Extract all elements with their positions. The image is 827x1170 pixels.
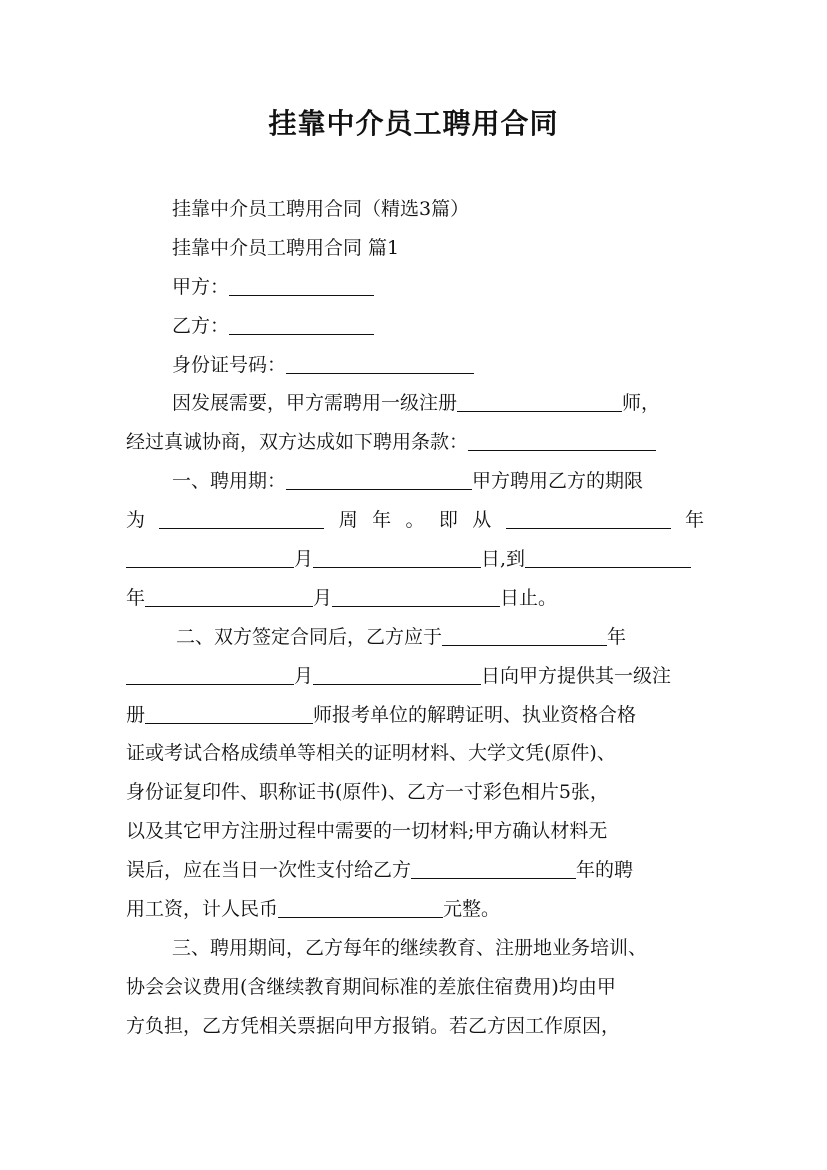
fill-in-blank: [442, 623, 607, 646]
line-text: 日止。: [500, 586, 558, 609]
line-text: 元整。: [443, 898, 501, 921]
fill-in-blank: [145, 584, 313, 607]
text-line: [126, 890, 704, 929]
line-text: 月: [313, 586, 333, 609]
fill-in-blank: [313, 662, 481, 685]
line-text: 周: [324, 509, 373, 532]
fill-in-blank: [278, 895, 443, 918]
fill-in-blank: [229, 312, 374, 335]
line-text: 身份证复印件、职称证书(原件)、乙方一寸彩色相片5张，: [126, 781, 609, 804]
line-text: 月: [294, 664, 314, 687]
line-text: 乙方：: [172, 314, 230, 337]
text-line: [126, 696, 704, 735]
fill-in-blank: [145, 701, 313, 724]
line-text: 日向甲方提供其一级注: [481, 664, 672, 687]
fill-in-blank: [126, 662, 294, 685]
line-text: 年: [126, 586, 146, 609]
line-text: 为: [126, 509, 160, 532]
fill-in-blank: [313, 545, 481, 568]
line-text: 。: [405, 509, 439, 532]
line-text: 二、双方签定合同后，乙方应于: [176, 625, 443, 648]
fill-in-blank: [525, 545, 691, 568]
line-text: 年: [372, 509, 406, 532]
text-line: [126, 812, 704, 851]
fill-in-blank: [506, 506, 671, 529]
line-text: 因发展需要，甲方需聘用一级注册: [172, 392, 458, 415]
text-line: [126, 229, 704, 268]
fill-in-blank: [159, 506, 324, 529]
text-line: [126, 851, 704, 890]
line-text: 挂靠中介员工聘用合同 篇1: [172, 236, 400, 259]
line-text: 即: [438, 509, 473, 532]
line-text: 经过真诚协商，双方达成如下聘用条款：: [126, 431, 469, 454]
fill-in-blank: [457, 389, 622, 412]
line-text: 身份证号码：: [172, 353, 287, 376]
text-line: [126, 307, 704, 346]
text-line: [126, 384, 704, 423]
line-text: 师，: [622, 392, 661, 415]
contract-body: [126, 190, 704, 1046]
fill-in-blank: [286, 351, 474, 374]
text-line: [126, 773, 704, 812]
line-text: 月: [294, 548, 314, 571]
fill-in-blank: [411, 856, 576, 879]
line-text: 证或考试合格成绩单等相关的证明材料、大学文凭(原件)、: [126, 742, 616, 765]
document-title: 挂靠中介员工聘用合同: [268, 107, 559, 140]
line-text: 误后，应在当日一次性支付给乙方: [126, 859, 412, 882]
line-text: 从: [472, 509, 506, 532]
line-text: 年: [670, 509, 704, 532]
line-text: 以及其它甲方注册过程中需要的一切材料;甲方确认材料无: [126, 820, 608, 843]
text-line: [126, 968, 704, 1007]
text-line: [126, 579, 704, 618]
line-text: 方负担，乙方凭相关票据向甲方报销。若乙方因工作原因，: [126, 1014, 621, 1037]
line-text: 甲方聘用乙方的期限: [472, 470, 644, 493]
line-text: 一、聘用期：: [172, 470, 287, 493]
text-line: [126, 268, 704, 307]
text-line: [126, 190, 704, 229]
line-text: 年: [607, 625, 627, 648]
text-line: [126, 462, 704, 501]
fill-in-blank: [126, 545, 294, 568]
text-line: [126, 734, 704, 773]
text-line: [126, 1007, 704, 1046]
text-line: [126, 657, 704, 696]
line-text: 三、聘用期间，乙方每年的继续教育、注册地业务培训、: [172, 936, 648, 959]
line-text: 甲方：: [172, 275, 230, 298]
line-text: 用工资，计人民币: [126, 898, 279, 921]
text-line: [126, 929, 704, 968]
line-text: 年的聘: [576, 859, 634, 882]
text-line: [126, 423, 704, 462]
fill-in-blank: [286, 467, 472, 490]
line-text: 挂靠中介员工聘用合同（精选3篇）: [172, 198, 470, 220]
text-line: [126, 618, 704, 657]
fill-in-blank: [229, 273, 374, 296]
text-line: [126, 501, 704, 540]
line-text: 协会会议费用(含继续教育期间标准的差旅住宿费用)均由甲: [126, 975, 616, 998]
text-line: [126, 540, 704, 579]
fill-in-blank: [332, 584, 500, 607]
line-text: 师报考单位的解聘证明、执业资格合格: [313, 703, 637, 726]
line-text: 册: [126, 703, 146, 726]
text-line: [126, 346, 704, 385]
fill-in-blank: [468, 428, 656, 451]
line-text: 日,到: [481, 548, 526, 571]
